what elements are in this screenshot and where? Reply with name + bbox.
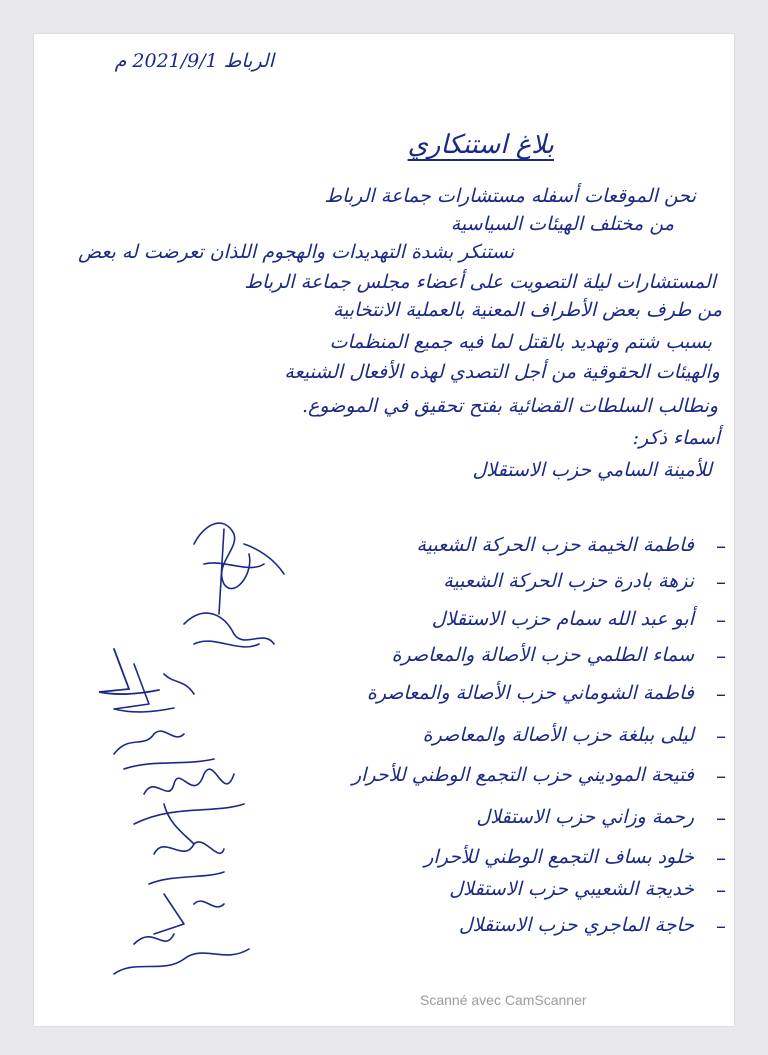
signature-4 xyxy=(114,731,214,769)
scanner-watermark: Scanné avec CamScanner xyxy=(420,992,587,1008)
bullet-dash: – xyxy=(716,608,726,632)
signatory-name: أبو عبد الله سمام حزب الاستقلال xyxy=(431,608,694,630)
bullet-dash: – xyxy=(716,878,726,902)
document-title: بلاغ استنكاري xyxy=(407,130,554,160)
body-line-7: والهيئات الحقوقية من أجل التصدي لهذه الأفعال الشنيعة xyxy=(284,361,720,383)
signatory-name: حاجة الماجري حزب الاستقلال xyxy=(458,914,694,936)
signature-6 xyxy=(149,842,224,884)
signatory-name: فاطمة الخيمة حزب الحركة الشعبية xyxy=(416,534,694,556)
bullet-dash: – xyxy=(716,534,726,558)
body-line-2: من مختلف الهيئات السياسية xyxy=(450,213,674,235)
signatory-name: رحمة وزاني حزب الاستقلال xyxy=(476,806,694,828)
bullet-dash: – xyxy=(716,644,726,668)
body-line-5: من طرف بعض الأطراف المعنية بالعملية الانتخابية xyxy=(332,299,722,321)
bullet-dash: – xyxy=(716,764,726,788)
body-line-8: ونطالب السلطات القضائية بفتح تحقيق في الموضوع. xyxy=(302,395,718,417)
signature-5 xyxy=(134,769,244,844)
bullet-dash: – xyxy=(716,806,726,830)
bullet-dash: – xyxy=(716,914,726,938)
signatory-line-0: للأمينة السامي حزب الاستقلال xyxy=(472,459,712,481)
signature-1 xyxy=(194,523,284,614)
document-date: الرباط 2021/9/1 م xyxy=(114,50,274,72)
signatory-name: سماء الطلمي حزب الأصالة والمعاصرة xyxy=(391,644,694,666)
signature-8 xyxy=(114,949,249,974)
handwritten-signatures xyxy=(74,504,304,984)
bullet-dash: – xyxy=(716,724,726,748)
signatory-name: ليلى ببلغة حزب الأصالة والمعاصرة xyxy=(422,724,694,746)
bullet-dash: – xyxy=(716,846,726,870)
signatory-name: فاطمة الشوماني حزب الأصالة والمعاصرة xyxy=(366,682,694,704)
bullet-dash: – xyxy=(716,682,726,706)
body-line-4: المستشارات ليلة التصويت على أعضاء مجلس جماعة الرباط xyxy=(244,271,716,293)
bullet-dash: – xyxy=(716,570,726,594)
signatory-name: خديجة الشعيبي حزب الاستقلال xyxy=(449,878,694,900)
signatory-name: خلود بساف التجمع الوطني للأحرار xyxy=(424,846,694,868)
signatory-name: فتيحة الموديني حزب التجمع الوطني للأحرار xyxy=(351,764,694,786)
body-line-1: نحن الموقعات أسفله مستشارات جماعة الرباط xyxy=(324,185,696,207)
signature-7 xyxy=(134,894,224,944)
names-heading: أسماء ذكر: xyxy=(632,427,720,449)
scanned-page xyxy=(34,34,734,1026)
body-line-3: نستنكر بشدة التهديدات والهجوم اللذان تعرضت له بعض xyxy=(78,241,514,263)
signature-2 xyxy=(184,613,274,647)
signature-mark xyxy=(94,644,164,704)
signatory-name: نزهة بادرة حزب الحركة الشعبية xyxy=(443,570,694,592)
body-line-6: بسبب شتم وتهديد بالقتل لما فيه جميع المنظمات xyxy=(329,331,712,353)
